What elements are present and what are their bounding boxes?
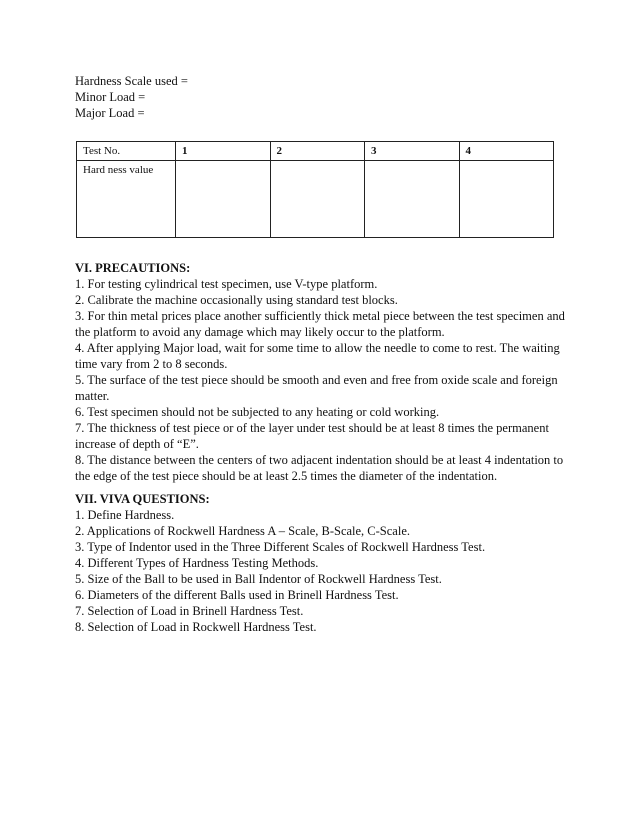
hardness-results-table [76, 141, 554, 238]
precaution-item: 4. After applying Major load, wait for some time to allow the needle to come to rest. The waiting time vary from 2 to 8 seconds. [75, 341, 560, 371]
major-load-label: Major Load = [75, 106, 145, 120]
hardness-scale-label: Hardness Scale used = [75, 74, 188, 88]
test-header [75, 73, 188, 121]
table-cell-test-no-label: Test No. [77, 142, 176, 161]
minor-load-label: Minor Load = [75, 90, 146, 104]
viva-question-item: 6. Diameters of the different Balls used in Brinell Hardness Test. [75, 588, 399, 602]
table-cell-test-2: 2 [270, 142, 365, 161]
viva-question-item: 2. Applications of Rockwell Hardness A – Scale, B-Scale, C-Scale. [75, 524, 411, 538]
table-cell-test-4: 4 [459, 142, 554, 161]
table-cell-value-3 [365, 161, 460, 238]
viva-question-item: 5. Size of the Ball to be used in Ball Indentor of Rockwell Hardness Test. [75, 572, 442, 586]
viva-question-item: 7. Selection of Load in Brinell Hardness Test. [75, 604, 304, 618]
viva-questions-section [75, 491, 567, 635]
precaution-item: 8. The distance between the centers of two adjacent indentation should be at least 4 indentation to the edge of the test piece should be at least 2.5 times the diameter of the indentation. [75, 453, 564, 483]
table-cell-hardness-label: Hard ness value [77, 161, 176, 238]
precaution-item: 1. For testing cylindrical test specimen, use V-type platform. [75, 277, 378, 291]
table-cell-value-4 [459, 161, 554, 238]
viva-question-item: 1. Define Hardness. [75, 508, 175, 522]
precaution-item: 7. The thickness of test piece or of the layer under test should be at least 8 times the permanent increase of depth of “E”. [75, 421, 549, 451]
precaution-item: 5. The surface of the test piece should be smooth and even and free from oxide scale and foreign matter. [75, 373, 558, 403]
table-row-test-no [77, 142, 554, 161]
table-cell-value-2 [270, 161, 365, 238]
viva-question-item: 8. Selection of Load in Rockwell Hardness Test. [75, 620, 317, 634]
precaution-item: 3. For thin metal prices place another sufficiently thick metal piece between the test specimen and the platform to avoid any damage which may likely occur to the platform. [75, 309, 565, 339]
table-cell-test-1: 1 [176, 142, 271, 161]
viva-questions-heading: VII. VIVA QUESTIONS: [75, 492, 210, 506]
precaution-item: 2. Calibrate the machine occasionally using standard test blocks. [75, 293, 398, 307]
table-cell-test-3: 3 [365, 142, 460, 161]
viva-question-item: 4. Different Types of Hardness Testing Methods. [75, 556, 319, 570]
precaution-item: 6. Test specimen should not be subjected to any heating or cold working. [75, 405, 440, 419]
precautions-heading: VI. PRECAUTIONS: [75, 261, 191, 275]
table-row-hardness-value [77, 161, 554, 238]
table-cell-value-1 [176, 161, 271, 238]
precautions-section [75, 260, 567, 484]
viva-question-item: 3. Type of Indentor used in the Three Different Scales of Rockwell Hardness Test. [75, 540, 486, 554]
